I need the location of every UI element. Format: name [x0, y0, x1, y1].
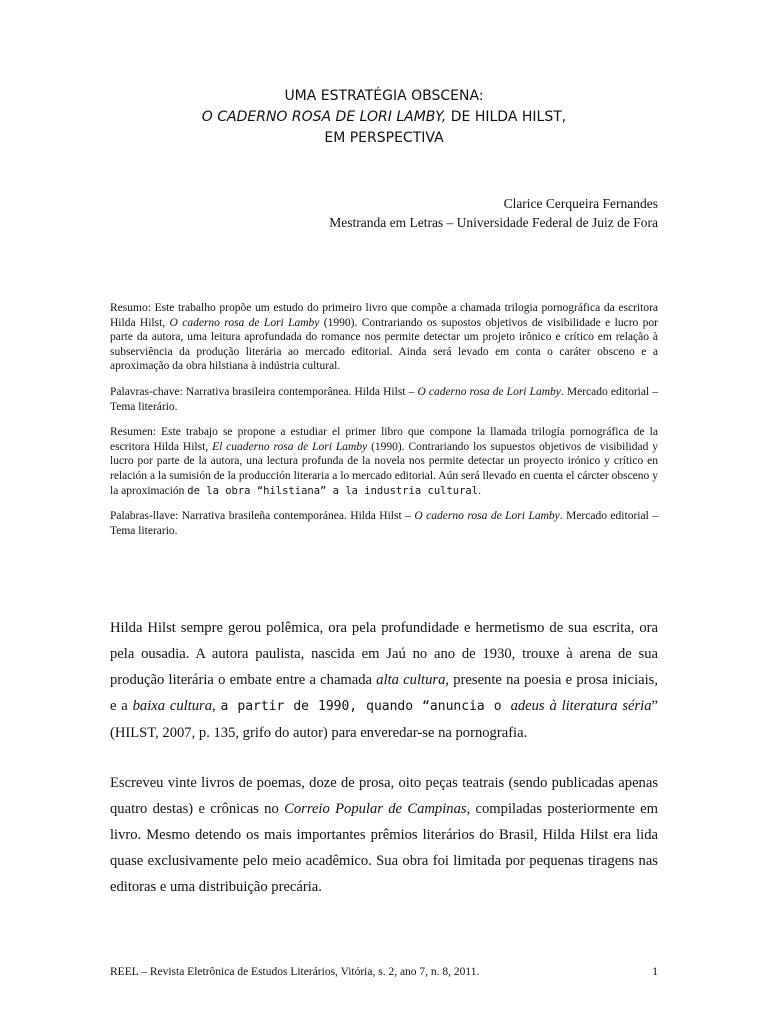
author-name: Clarice Cerqueira Fernandes	[503, 196, 658, 211]
para1-mono-text: a partir de 1990, quando “anuncia o	[220, 699, 511, 714]
para2-text-1: Escreveu vinte livros de poemas, doze de prosa, oito peças teatrais (sendo publicadas apenas quatro destas) e crônicas no	[110, 775, 658, 817]
page-number: 1	[652, 966, 658, 978]
palavras-chave-paragraph	[110, 385, 658, 414]
palabras-llave-book-title: O caderno rosa de Lori Lamby	[414, 510, 560, 523]
author-affiliation: Mestranda em Letras – Universidade Federal de Juiz de Fora	[329, 215, 658, 230]
footer-reference: REEL – Revista Eletrônica de Estudos Literários, Vitória, s. 2, ano 7, n. 8, 2011.	[110, 966, 480, 978]
para1-text-4: ” (HILST, 2007, p. 135, grifo do autor) para enveredar-se na pornografia.	[110, 698, 659, 741]
title-line-2-rest: DE HILDA HILST,	[446, 109, 567, 125]
resumo-paragraph	[110, 301, 658, 374]
body-paragraph-1	[110, 615, 658, 746]
palavras-chave-text-end: . Mercado editorial – Tema literário.	[110, 385, 658, 413]
body-paragraph-2	[110, 770, 658, 900]
title-line-3: EM PERSPECTIVA	[324, 130, 444, 146]
title-line-1: UMA ESTRATÉGIA OBSCENA:	[284, 88, 484, 104]
palabras-llave-text-end: . Mercado editorial – Tema literario.	[110, 510, 658, 537]
resumo-text-end: (1990). Contrariando os supostos objetivos de visibilidade e lucro por parte da autora, uma leitura aprofundada do romance nos permite detectar um projeto irônico e crítico em relação à subserviência da produção literária ao mercado editorial. Ainda será levado em conta o caráter obsceno e a aproximação da obra hilstiana à indústria cultural.	[110, 316, 658, 373]
palavras-chave-text: Palavras-chave: Narrativa brasileira contemporânea. Hilda Hilst –	[110, 385, 418, 398]
para1-text-3: ,	[212, 698, 221, 714]
author-block	[329, 194, 658, 232]
palabras-llave-text: Palabras-llave: Narrativa brasileña contemporánea. Hilda Hilst –	[110, 510, 415, 523]
para2-italic-1: Correio Popular de Campinas	[284, 801, 467, 817]
abstracts-section	[110, 301, 658, 549]
resumen-mono-text: de la obra “hilstiana” a la industria cultural	[187, 484, 479, 497]
resumen-text: Resumen: Este trabajo se propone a estudiar el primer libro que compone la llamada trilogía pornográfica de la escritora Hilda Hilst,	[110, 426, 658, 453]
para1-text-1: Hilda Hilst sempre gerou polêmica, ora pela profundidade e hermetismo de sua escrita, ora pela ousadia. A autora paulista, nascida em Jaú no ano de 1930, trouxe à arena de sua produção literária o embate entre a chamada	[110, 620, 658, 688]
resumen-paragraph	[110, 425, 658, 498]
resumo-book-title: O caderno rosa de Lori Lamby	[169, 316, 320, 329]
para1-italic-1: alta cultura	[376, 672, 446, 688]
resumen-text-end: .	[478, 484, 481, 497]
para1-italic-2: baixa cultura	[132, 698, 213, 714]
para2-text-2: , compiladas posteriormente em livro. Mesmo detendo os mais importantes prêmios literários do Brasil, Hilda Hilst era lida quase exclusivamente pelo meio acadêmico. Sua obra foi limitada por pequenas tiragens nas editoras e uma distribuição precária.	[110, 801, 658, 895]
article-title	[0, 86, 768, 149]
para1-italic-3: adeus à literatura séria	[510, 698, 652, 714]
resumen-text-mid: (1990). Contrariando los supuestos objetivos de visibilidad y lucro por parte de la autora, una lectura profunda de la novela nos permite detectar un proyecto irónico y crítico en relación a la sumisión de la producción literaria a lo mercado editorial. Aún será llevado en cuenta el cárcter obsceno y la aproximación	[110, 440, 659, 497]
title-line-2	[0, 107, 768, 128]
para1-text-2: , presente na poesia e prosa iniciais, e a	[110, 672, 659, 714]
title-book-name: O CADERNO ROSA DE LORI LAMBY,	[201, 109, 447, 125]
resumo-text: Resumo: Este trabalho propõe um estudo do primeiro livro que compõe a chamada trilogia pornográfica da escritora Hilda Hilst,	[110, 302, 658, 329]
body-text	[110, 615, 658, 924]
palabras-llave-paragraph	[110, 509, 658, 538]
palavras-chave-book-title: O caderno rosa de Lori Lamby	[417, 385, 561, 398]
resumen-book-title: El cuaderno rosa de Lori Lamby	[212, 440, 368, 453]
